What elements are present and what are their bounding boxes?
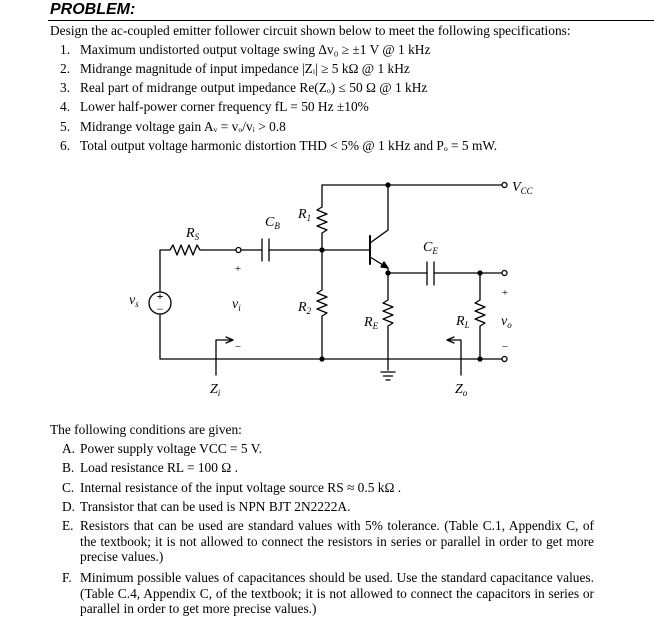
ground-symbol (381, 345, 395, 380)
cb-capacitor (262, 239, 269, 261)
problem-title: PROBLEM: (50, 1, 136, 18)
zi-arrow-line (216, 340, 232, 375)
condition-text: Minimum possible values of capacitances should be used. Use the standard capacitance values. (Table C.4, Appendix C, of the textbook; it is not allowed to connect the capacitors in series or parallel in order to get more precise values.) (80, 570, 594, 616)
vs-label: $v_s$ (129, 293, 139, 309)
r1-label: $R_1$ (298, 207, 312, 223)
rs-resistor (160, 245, 236, 255)
vi-minus: − (234, 341, 242, 353)
condition-letter: B. (62, 460, 75, 475)
rs-label: $R_S$ (186, 226, 200, 242)
spec-number: 1. (60, 42, 71, 57)
r2-label: $R_2$ (298, 300, 312, 316)
rl-label: $R_L$ (456, 314, 470, 330)
vo-plus: + (501, 287, 509, 299)
vi-label: $v_i$ (232, 297, 241, 313)
emitter-node (386, 271, 390, 275)
zi-label: $Z_i$ (210, 382, 221, 398)
condition-text: Load resistance RL = 100 Ω . (80, 460, 238, 475)
condition-letter: D. (62, 499, 76, 514)
spec-number: 2. (60, 61, 71, 76)
source-minus: − (156, 302, 164, 316)
condition-item (62, 570, 594, 617)
output-terminal-plus (502, 271, 507, 276)
spec-text: Real part of midrange output impedance Re(Zₒ) ≤ 50 Ω @ 1 kHz (80, 80, 428, 95)
condition-text: Transistor that can be used is NPN BJT 2N2222A. (80, 499, 351, 514)
condition-item (62, 460, 238, 476)
condition-letter: E. (62, 518, 74, 533)
spec-number: 6. (60, 138, 71, 153)
input-terminal (236, 248, 241, 253)
emitter-arrow (381, 262, 388, 268)
vcc-label: $V_{CC}$ (512, 180, 533, 196)
r1-resistor (317, 185, 327, 250)
problem-intro: Design the ac-coupled emitter follower circuit shown below to meet the following specifications: (50, 23, 571, 38)
spec-text: Total output voltage harmonic distortion THD < 5% @ 1 kHz and Pₒ = 5 mW. (80, 138, 498, 153)
spec-number: 3. (60, 80, 71, 95)
condition-item (62, 441, 262, 457)
condition-item (62, 518, 594, 565)
spec-text: Midrange magnitude of input impedance |Zᵢ| ≥ 5 kΩ @ 1 kHz (80, 61, 410, 76)
spec-text: Lower half-power corner frequency fL = 50 Hz ±10% (80, 99, 369, 114)
transistor-collector (370, 185, 388, 243)
source-plus: + (156, 289, 164, 303)
condition-text: Resistors that can be used are standard values with 5% tolerance. (Table C.1, Appendix C, of the textbook; it is not allowed to connect the resistors in series or parallel in order to get more precise values.) (80, 518, 594, 564)
vcc-terminal (502, 183, 507, 188)
condition-text: Power supply voltage VCC = 5 V. (80, 441, 263, 456)
conditions-title: The following conditions are given: (50, 422, 242, 437)
collector-node (386, 183, 390, 187)
condition-item (62, 480, 401, 496)
vo-minus: − (501, 341, 509, 353)
ce-capacitor (427, 262, 434, 285)
zo-arrow-line (448, 340, 461, 375)
ground-node-rl (478, 357, 482, 361)
vi-plus: + (234, 263, 242, 275)
spec-text: Midrange voltage gain Aᵥ = vₒ/vᵢ > 0.8 (80, 119, 286, 134)
output-terminal-minus (502, 357, 507, 362)
condition-letter: C. (62, 480, 75, 495)
r2-resistor (317, 250, 327, 359)
condition-text: Internal resistance of the input voltage source RS ≈ 0.5 kΩ . (80, 480, 402, 495)
spec-number: 5. (60, 119, 71, 134)
condition-letter: F. (62, 570, 72, 585)
spec-text: Maximum undistorted output voltage swing Δv₀ ≥ ±1 V @ 1 kHz (80, 42, 431, 57)
ground-node-r2 (320, 357, 324, 361)
zo-label: $Z_o$ (455, 382, 468, 398)
cb-label: $C_B$ (265, 215, 280, 231)
condition-letter: A. (62, 441, 76, 456)
condition-item (62, 499, 350, 515)
re-label: $R_E$ (364, 315, 379, 331)
ce-label: $C_E$ (423, 240, 438, 256)
spec-number: 4. (60, 99, 71, 114)
vo-label: $v_o$ (501, 314, 512, 330)
re-resistor (383, 285, 393, 345)
rl-resistor (475, 273, 485, 359)
